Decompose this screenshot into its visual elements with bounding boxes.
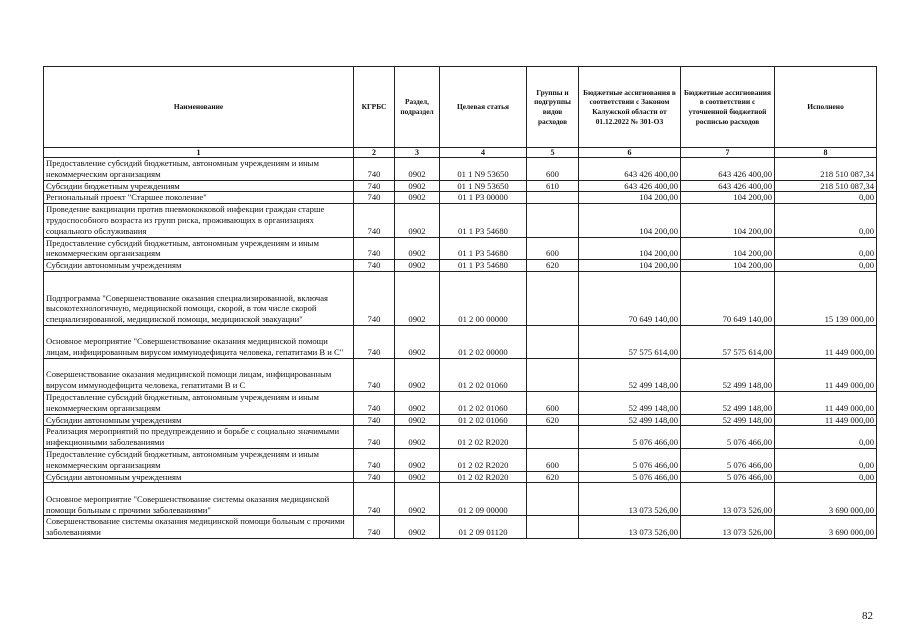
row-executed-amount-cell: 218 510 087,34 <box>775 180 877 192</box>
row-section-cell: 0902 <box>395 426 440 449</box>
row-law-amount-cell: 52 499 148,00 <box>579 391 681 414</box>
row-group-cell: 600 <box>527 237 579 260</box>
row-refined-amount-cell: 13 073 526,00 <box>681 483 775 516</box>
row-refined-amount-cell: 70 649 140,00 <box>681 271 775 325</box>
row-target-cell: 01 2 02 R2020 <box>440 426 527 449</box>
row-law-amount-cell: 13 073 526,00 <box>579 483 681 516</box>
row-group-cell <box>527 358 579 391</box>
row-executed-amount-cell: 3 690 000,00 <box>775 516 877 539</box>
row-executed-amount-cell: 3 690 000,00 <box>775 483 877 516</box>
table-row <box>44 516 877 539</box>
row-kgrbs-cell: 740 <box>354 271 395 325</box>
row-kgrbs-cell: 740 <box>354 391 395 414</box>
column-number-row <box>44 148 877 158</box>
row-section-cell: 0902 <box>395 471 440 483</box>
row-section-cell: 0902 <box>395 260 440 272</box>
col-number: 4 <box>440 148 527 158</box>
table-row <box>44 414 877 426</box>
row-kgrbs-cell: 740 <box>354 192 395 204</box>
col-header-refined: Бюджетные ассигнования в соответствии с уточненной бюджетной росписью расходов <box>681 67 775 148</box>
row-name-cell: Предоставление субсидий бюджетным, автономным учреждениям и иным некоммерческим организациям <box>44 237 354 260</box>
table-row <box>44 426 877 449</box>
row-law-amount-cell: 57 575 614,00 <box>579 325 681 358</box>
row-group-cell: 600 <box>527 158 579 181</box>
row-group-cell <box>527 483 579 516</box>
row-name-cell: Субсидии бюджетным учреждениям <box>44 180 354 192</box>
row-executed-amount-cell: 218 510 087,34 <box>775 158 877 181</box>
row-executed-amount-cell: 0,00 <box>775 260 877 272</box>
row-section-cell: 0902 <box>395 483 440 516</box>
row-target-cell: 01 2 02 01060 <box>440 358 527 391</box>
col-number: 5 <box>527 148 579 158</box>
row-name-cell: Предоставление субсидий бюджетным, автономным учреждениям и иным некоммерческим организациям <box>44 158 354 181</box>
row-group-cell <box>527 325 579 358</box>
row-refined-amount-cell: 104 200,00 <box>681 204 775 237</box>
col-number: 8 <box>775 148 877 158</box>
row-section-cell: 0902 <box>395 204 440 237</box>
row-executed-amount-cell: 0,00 <box>775 471 877 483</box>
row-target-cell: 01 2 02 R2020 <box>440 448 527 471</box>
row-section-cell: 0902 <box>395 358 440 391</box>
col-number: 1 <box>44 148 354 158</box>
table-row <box>44 483 877 516</box>
row-kgrbs-cell: 740 <box>354 358 395 391</box>
row-name-cell: Предоставление субсидий бюджетным, автономным учреждениям и иным некоммерческим организациям <box>44 391 354 414</box>
page-number: 82 <box>862 610 873 622</box>
col-header-section: Раздел, подраздел <box>395 67 440 148</box>
row-kgrbs-cell: 740 <box>354 180 395 192</box>
row-refined-amount-cell: 643 426 400,00 <box>681 180 775 192</box>
col-header-executed: Исполнено <box>775 67 877 148</box>
row-law-amount-cell: 104 200,00 <box>579 237 681 260</box>
row-law-amount-cell: 643 426 400,00 <box>579 180 681 192</box>
col-number: 7 <box>681 148 775 158</box>
table-row <box>44 158 877 181</box>
row-name-cell: Основное мероприятие "Совершенствование оказания медицинской помощи лицам, инфицированным вирусом иммунодефицита человека, гепатитами В и С" <box>44 325 354 358</box>
row-kgrbs-cell: 740 <box>354 426 395 449</box>
row-section-cell: 0902 <box>395 180 440 192</box>
row-group-cell: 600 <box>527 391 579 414</box>
row-law-amount-cell: 5 076 466,00 <box>579 448 681 471</box>
col-number: 6 <box>579 148 681 158</box>
row-target-cell: 01 2 00 00000 <box>440 271 527 325</box>
col-header-group: Группы и подгруппы видов расходов <box>527 67 579 148</box>
row-refined-amount-cell: 104 200,00 <box>681 260 775 272</box>
row-group-cell: 620 <box>527 471 579 483</box>
row-kgrbs-cell: 740 <box>354 516 395 539</box>
row-target-cell: 01 2 02 01060 <box>440 391 527 414</box>
row-group-cell <box>527 271 579 325</box>
header-row <box>44 67 877 148</box>
table-row <box>44 358 877 391</box>
row-refined-amount-cell: 57 575 614,00 <box>681 325 775 358</box>
row-executed-amount-cell: 11 449 000,00 <box>775 414 877 426</box>
row-refined-amount-cell: 643 426 400,00 <box>681 158 775 181</box>
row-group-cell: 610 <box>527 180 579 192</box>
table-row <box>44 471 877 483</box>
row-executed-amount-cell: 0,00 <box>775 237 877 260</box>
col-header-name: Наименование <box>44 67 354 148</box>
row-target-cell: 01 1 P3 54680 <box>440 260 527 272</box>
row-section-cell: 0902 <box>395 158 440 181</box>
row-executed-amount-cell: 11 449 000,00 <box>775 325 877 358</box>
row-target-cell: 01 2 09 00000 <box>440 483 527 516</box>
row-section-cell: 0902 <box>395 391 440 414</box>
table-row <box>44 325 877 358</box>
row-name-cell: Субсидии автономным учреждениям <box>44 471 354 483</box>
row-target-cell: 01 1 N9 53650 <box>440 158 527 181</box>
row-law-amount-cell: 13 073 526,00 <box>579 516 681 539</box>
row-name-cell: Основное мероприятие "Совершенствование системы оказания медицинской помощи больным с прочими заболеваниями" <box>44 483 354 516</box>
row-name-cell: Региональный проект "Старшее поколение" <box>44 192 354 204</box>
col-header-law: Бюджетные ассигнования в соответствии с Законом Калужской области от 01.12.2022 № 301-ОЗ <box>579 67 681 148</box>
row-name-cell: Проведение вакцинации против пневмококковой инфекции граждан старше трудоспособного возраста из групп риска, проживающих в организациях социального обслуживания <box>44 204 354 237</box>
row-section-cell: 0902 <box>395 192 440 204</box>
row-group-cell <box>527 192 579 204</box>
row-target-cell: 01 2 02 R2020 <box>440 471 527 483</box>
row-group-cell <box>527 516 579 539</box>
row-law-amount-cell: 643 426 400,00 <box>579 158 681 181</box>
col-number: 2 <box>354 148 395 158</box>
col-header-target: Целевая статья <box>440 67 527 148</box>
table-row <box>44 448 877 471</box>
table-body <box>44 158 877 539</box>
row-section-cell: 0902 <box>395 448 440 471</box>
row-kgrbs-cell: 740 <box>354 158 395 181</box>
row-section-cell: 0902 <box>395 237 440 260</box>
row-target-cell: 01 1 N9 53650 <box>440 180 527 192</box>
row-kgrbs-cell: 740 <box>354 260 395 272</box>
row-kgrbs-cell: 740 <box>354 448 395 471</box>
row-name-cell: Совершенствование оказания медицинской помощи лицам, инфицированным вирусом иммунодефицита человека, гепатитами В и С <box>44 358 354 391</box>
row-section-cell: 0902 <box>395 414 440 426</box>
row-target-cell: 01 1 P3 00000 <box>440 192 527 204</box>
table-row <box>44 204 877 237</box>
row-kgrbs-cell: 740 <box>354 414 395 426</box>
row-executed-amount-cell: 0,00 <box>775 204 877 237</box>
table-row <box>44 260 877 272</box>
row-section-cell: 0902 <box>395 325 440 358</box>
row-refined-amount-cell: 5 076 466,00 <box>681 471 775 483</box>
row-section-cell: 0902 <box>395 516 440 539</box>
row-name-cell: Предоставление субсидий бюджетным, автономным учреждениям и иным некоммерческим организациям <box>44 448 354 471</box>
row-name-cell: Субсидии автономным учреждениям <box>44 414 354 426</box>
col-number: 3 <box>395 148 440 158</box>
row-target-cell: 01 2 02 00000 <box>440 325 527 358</box>
row-refined-amount-cell: 104 200,00 <box>681 192 775 204</box>
table-row <box>44 271 877 325</box>
row-group-cell: 620 <box>527 414 579 426</box>
row-executed-amount-cell: 15 139 000,00 <box>775 271 877 325</box>
row-group-cell: 620 <box>527 260 579 272</box>
row-group-cell <box>527 204 579 237</box>
table-row <box>44 180 877 192</box>
row-refined-amount-cell: 52 499 148,00 <box>681 391 775 414</box>
row-law-amount-cell: 52 499 148,00 <box>579 358 681 391</box>
table-row <box>44 237 877 260</box>
row-group-cell <box>527 426 579 449</box>
row-executed-amount-cell: 0,00 <box>775 426 877 449</box>
row-target-cell: 01 1 P3 54680 <box>440 204 527 237</box>
row-name-cell: Совершенствование системы оказания медицинской помощи больным с прочими заболеваниями <box>44 516 354 539</box>
row-target-cell: 01 1 P3 54680 <box>440 237 527 260</box>
row-executed-amount-cell: 0,00 <box>775 448 877 471</box>
row-kgrbs-cell: 740 <box>354 204 395 237</box>
row-law-amount-cell: 5 076 466,00 <box>579 426 681 449</box>
table-head <box>44 67 877 158</box>
row-kgrbs-cell: 740 <box>354 471 395 483</box>
row-target-cell: 01 2 02 01060 <box>440 414 527 426</box>
row-section-cell: 0902 <box>395 271 440 325</box>
row-name-cell: Подпрограмма "Совершенствование оказания специализированной, включая высокотехнологичную, медицинской помощи, скорой, в том числе скорой специализированной, медицинской помощи, медицинской эвакуации" <box>44 271 354 325</box>
col-header-kgrbs: КГРБС <box>354 67 395 148</box>
row-kgrbs-cell: 740 <box>354 483 395 516</box>
row-refined-amount-cell: 5 076 466,00 <box>681 426 775 449</box>
row-refined-amount-cell: 52 499 148,00 <box>681 414 775 426</box>
row-refined-amount-cell: 5 076 466,00 <box>681 448 775 471</box>
row-refined-amount-cell: 13 073 526,00 <box>681 516 775 539</box>
row-law-amount-cell: 70 649 140,00 <box>579 271 681 325</box>
row-kgrbs-cell: 740 <box>354 237 395 260</box>
row-executed-amount-cell: 11 449 000,00 <box>775 358 877 391</box>
row-target-cell: 01 2 09 01120 <box>440 516 527 539</box>
row-law-amount-cell: 5 076 466,00 <box>579 471 681 483</box>
budget-table <box>43 66 877 539</box>
row-kgrbs-cell: 740 <box>354 325 395 358</box>
table-row <box>44 192 877 204</box>
row-group-cell: 600 <box>527 448 579 471</box>
row-executed-amount-cell: 11 449 000,00 <box>775 391 877 414</box>
row-refined-amount-cell: 104 200,00 <box>681 237 775 260</box>
row-name-cell: Субсидии автономным учреждениям <box>44 260 354 272</box>
row-law-amount-cell: 104 200,00 <box>579 204 681 237</box>
row-law-amount-cell: 52 499 148,00 <box>579 414 681 426</box>
table-row <box>44 391 877 414</box>
row-name-cell: Реализация мероприятий по предупреждению и борьбе с социально значимыми инфекционными заболеваниями <box>44 426 354 449</box>
row-law-amount-cell: 104 200,00 <box>579 192 681 204</box>
row-refined-amount-cell: 52 499 148,00 <box>681 358 775 391</box>
row-executed-amount-cell: 0,00 <box>775 192 877 204</box>
row-law-amount-cell: 104 200,00 <box>579 260 681 272</box>
